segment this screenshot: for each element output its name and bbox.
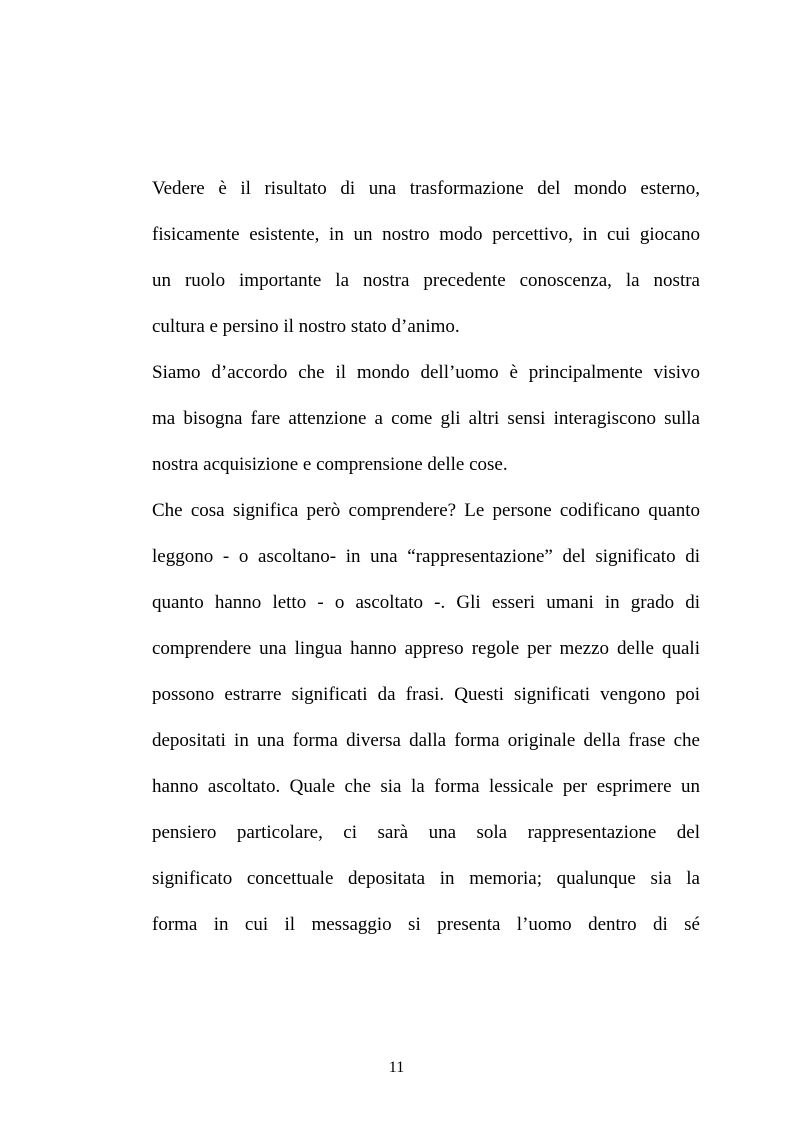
body-text	[152, 166, 700, 948]
text-line: leggono - o ascoltano- in una “rappresentazione” del significato di	[152, 546, 700, 567]
text-line: quanto hanno letto - o ascoltato -. Gli esseri umani in grado di	[152, 592, 700, 613]
text-line: Che cosa significa però comprendere? Le persone codificano quanto	[152, 500, 700, 521]
text-line: ma bisogna fare attenzione a come gli altri sensi interagiscono sulla	[152, 408, 700, 429]
page-number: 11	[388, 1059, 405, 1076]
text-line: fisicamente esistente, in un nostro modo percettivo, in cui giocano	[152, 224, 700, 245]
text-line: hanno ascoltato. Quale che sia la forma lessicale per esprimere un	[152, 776, 700, 797]
text-line: depositati in una forma diversa dalla forma originale della frase che	[152, 730, 700, 751]
text-line: pensiero particolare, ci sarà una sola rappresentazione del	[152, 822, 700, 843]
text-line: forma in cui il messaggio si presenta l’uomo dentro di sé	[152, 914, 700, 935]
text-line: Siamo d’accordo che il mondo dell’uomo è principalmente visivo	[152, 362, 700, 383]
text-line: Vedere è il risultato di una trasformazione del mondo esterno,	[152, 178, 700, 199]
text-line: nostra acquisizione e comprensione delle cose.	[152, 454, 508, 475]
text-line: comprendere una lingua hanno appreso regole per mezzo delle quali	[152, 638, 700, 659]
text-line: possono estrarre significati da frasi. Questi significati vengono poi	[152, 684, 700, 705]
text-line: un ruolo importante la nostra precedente conoscenza, la nostra	[152, 270, 700, 291]
text-line: cultura e persino il nostro stato d’animo.	[152, 316, 460, 337]
text-line: significato concettuale depositata in memoria; qualunque sia la	[152, 868, 700, 889]
